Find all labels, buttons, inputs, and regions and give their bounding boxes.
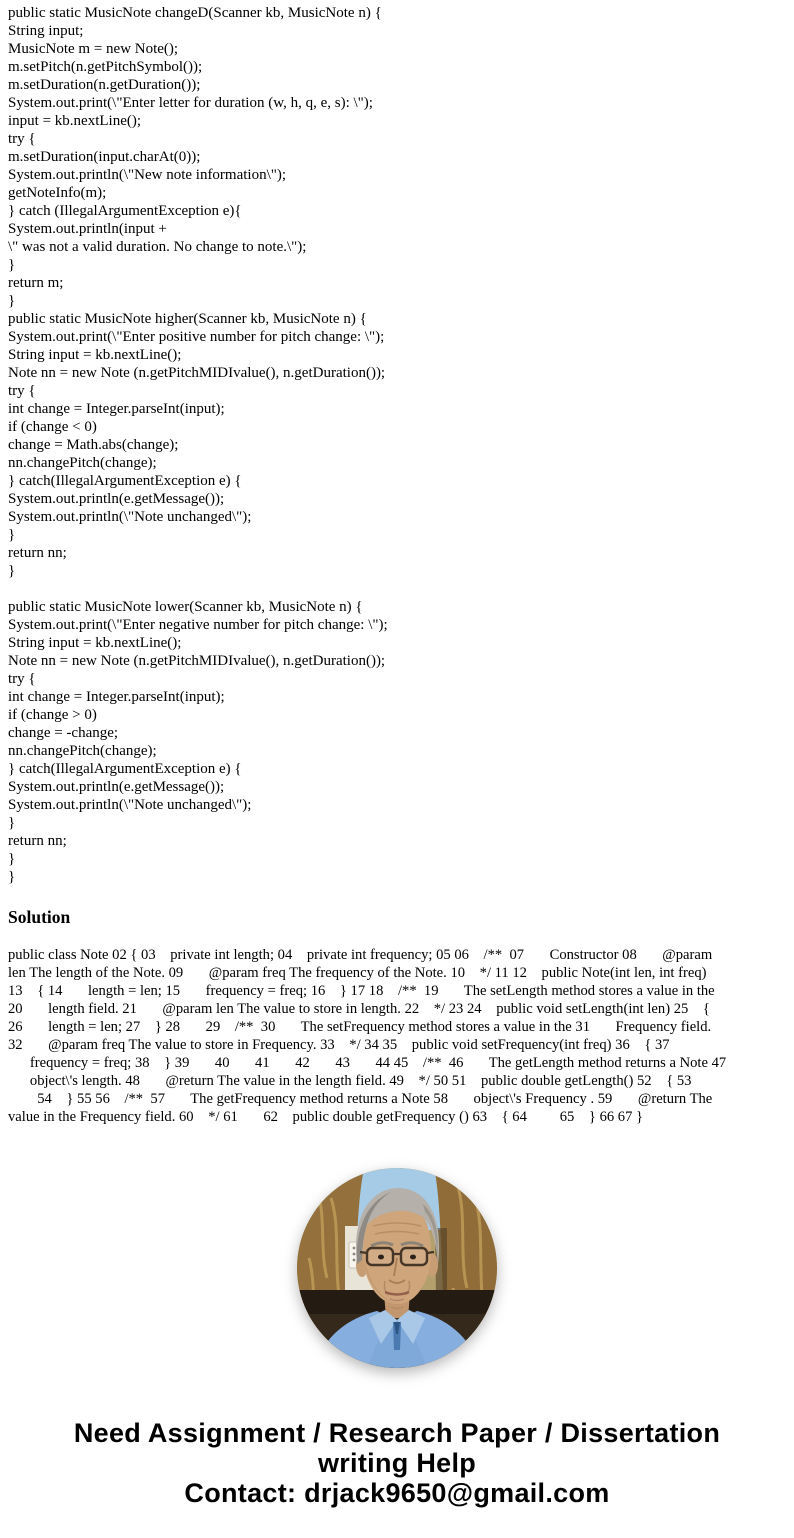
code-line: } catch(IllegalArgumentException e) { [8, 761, 242, 777]
contact-email-text: Contact: drjack9650@gmail.com [184, 1478, 610, 1508]
code-line: if (change > 0) [8, 707, 97, 723]
code-line: System.out.println(input + [8, 221, 167, 237]
code-line: public static MusicNote lower(Scanner kb, MusicNote n) { [8, 599, 363, 615]
code-line: } [8, 563, 16, 579]
code-line: } [8, 815, 16, 831]
solution-text-line: public class Note 02 { 03 private int length; 04 private int frequency; 05 06 /** 07 Constructor 08 @param [8, 947, 713, 963]
instructor-portrait-photo [297, 1168, 497, 1368]
solution-text-line: len The length of the Note. 09 @param freq The frequency of the Note. 10 */ 11 12 public Note(int len, int freq) [8, 965, 707, 981]
help-offer-text: Need Assignment / Research Paper / Dissertation writing Help [73, 1418, 721, 1478]
code-line: \" was not a valid duration. No change to note.\"); [8, 239, 307, 255]
code-line: nn.changePitch(change); [8, 455, 157, 471]
portrait-illustration [297, 1168, 497, 1368]
solution-text-line: value in the Frequency field. 60 */ 61 62 public double getFrequency () 63 { 64 65 } 66 67 } [8, 1109, 644, 1125]
code-line: public static MusicNote changeD(Scanner kb, MusicNote n) { [8, 5, 382, 21]
code-line: m.setDuration(n.getDuration()); [8, 77, 201, 93]
code-line: int change = Integer.parseInt(input); [8, 401, 225, 417]
photo-row [8, 1168, 786, 1368]
solution-text-line: frequency = freq; 38 } 39 40 41 42 43 44 45 /** 46 The getLength method returns a Note 47 [8, 1055, 727, 1071]
code-line: try { [8, 671, 36, 687]
code-line: System.out.println(e.getMessage()); [8, 779, 225, 795]
code-line: nn.changePitch(change); [8, 743, 157, 759]
code-line: MusicNote m = new Note(); [8, 41, 179, 57]
code-block-higher [8, 310, 786, 580]
code-line: m.setPitch(n.getPitchSymbol()); [8, 59, 203, 75]
solution-text-line: 13 { 14 length = len; 15 frequency = freq; 16 } 17 18 /** 19 The setLength method stores a value in the [8, 983, 715, 999]
code-line: System.out.println(\"Note unchanged\"); [8, 797, 252, 813]
code-line: int change = Integer.parseInt(input); [8, 689, 225, 705]
code-line: Note nn = new Note (n.getPitchMIDIvalue(), n.getDuration()); [8, 653, 386, 669]
code-line: String input; [8, 23, 84, 39]
code-line: System.out.println(\"New note information\"); [8, 167, 287, 183]
code-line: try { [8, 131, 36, 147]
code-line: } [8, 869, 16, 885]
code-line: try { [8, 383, 36, 399]
code-line: } [8, 527, 16, 543]
footer-ad [8, 1418, 786, 1508]
code-line: m.setDuration(input.charAt(0)); [8, 149, 201, 165]
code-line: System.out.print(\"Enter negative number for pitch change: \"); [8, 617, 388, 633]
solution-text-line: 20 length field. 21 @param len The value to store in length. 22 */ 23 24 public void setLength(int len) 25 { [8, 1001, 710, 1017]
code-block-changeD [8, 4, 786, 310]
code-line: input = kb.nextLine(); [8, 113, 142, 129]
code-line: public static MusicNote higher(Scanner kb, MusicNote n) { [8, 311, 367, 327]
code-line: return nn; [8, 545, 67, 561]
code-line: } [8, 257, 16, 273]
code-line: } catch (IllegalArgumentException e){ [8, 203, 242, 219]
solution-text-line: 32 @param freq The value to store in Frequency. 33 */ 34 35 public void setFrequency(int freq) 36 { 37 [8, 1037, 670, 1053]
code-line: getNoteInfo(m); [8, 185, 107, 201]
code-line: System.out.println(e.getMessage()); [8, 491, 225, 507]
code-line: String input = kb.nextLine(); [8, 347, 182, 363]
code-line: } [8, 293, 16, 309]
code-line: return nn; [8, 833, 67, 849]
code-line: System.out.println(\"Note unchanged\"); [8, 509, 252, 525]
solution-text-line: object\'s length. 48 @return The value in the length field. 49 */ 50 51 public double getLength() 52 { 53 [8, 1073, 692, 1089]
solution-heading: Solution [8, 907, 71, 927]
code-line: System.out.print(\"Enter positive number for pitch change: \"); [8, 329, 385, 345]
solution-text-line: 26 length = len; 27 } 28 29 /** 30 The setFrequency method stores a value in the 31 Frequency field. [8, 1019, 712, 1035]
code-line: change = -change; [8, 725, 119, 741]
code-line: Note nn = new Note (n.getPitchMIDIvalue(), n.getDuration()); [8, 365, 386, 381]
code-line: System.out.print(\"Enter letter for duration (w, h, q, e, s): \"); [8, 95, 373, 111]
code-line: if (change < 0) [8, 419, 97, 435]
code-line: String input = kb.nextLine(); [8, 635, 182, 651]
solution-text-line: 54 } 55 56 /** 57 The getFrequency method returns a Note 58 object\'s Frequency . 59 @return The [8, 1091, 713, 1107]
code-line: } catch(IllegalArgumentException e) { [8, 473, 242, 489]
code-line: return m; [8, 275, 64, 291]
code-block-lower [8, 598, 786, 886]
solution-paragraph [8, 946, 786, 1126]
code-line: } [8, 851, 16, 867]
code-line: change = Math.abs(change); [8, 437, 179, 453]
